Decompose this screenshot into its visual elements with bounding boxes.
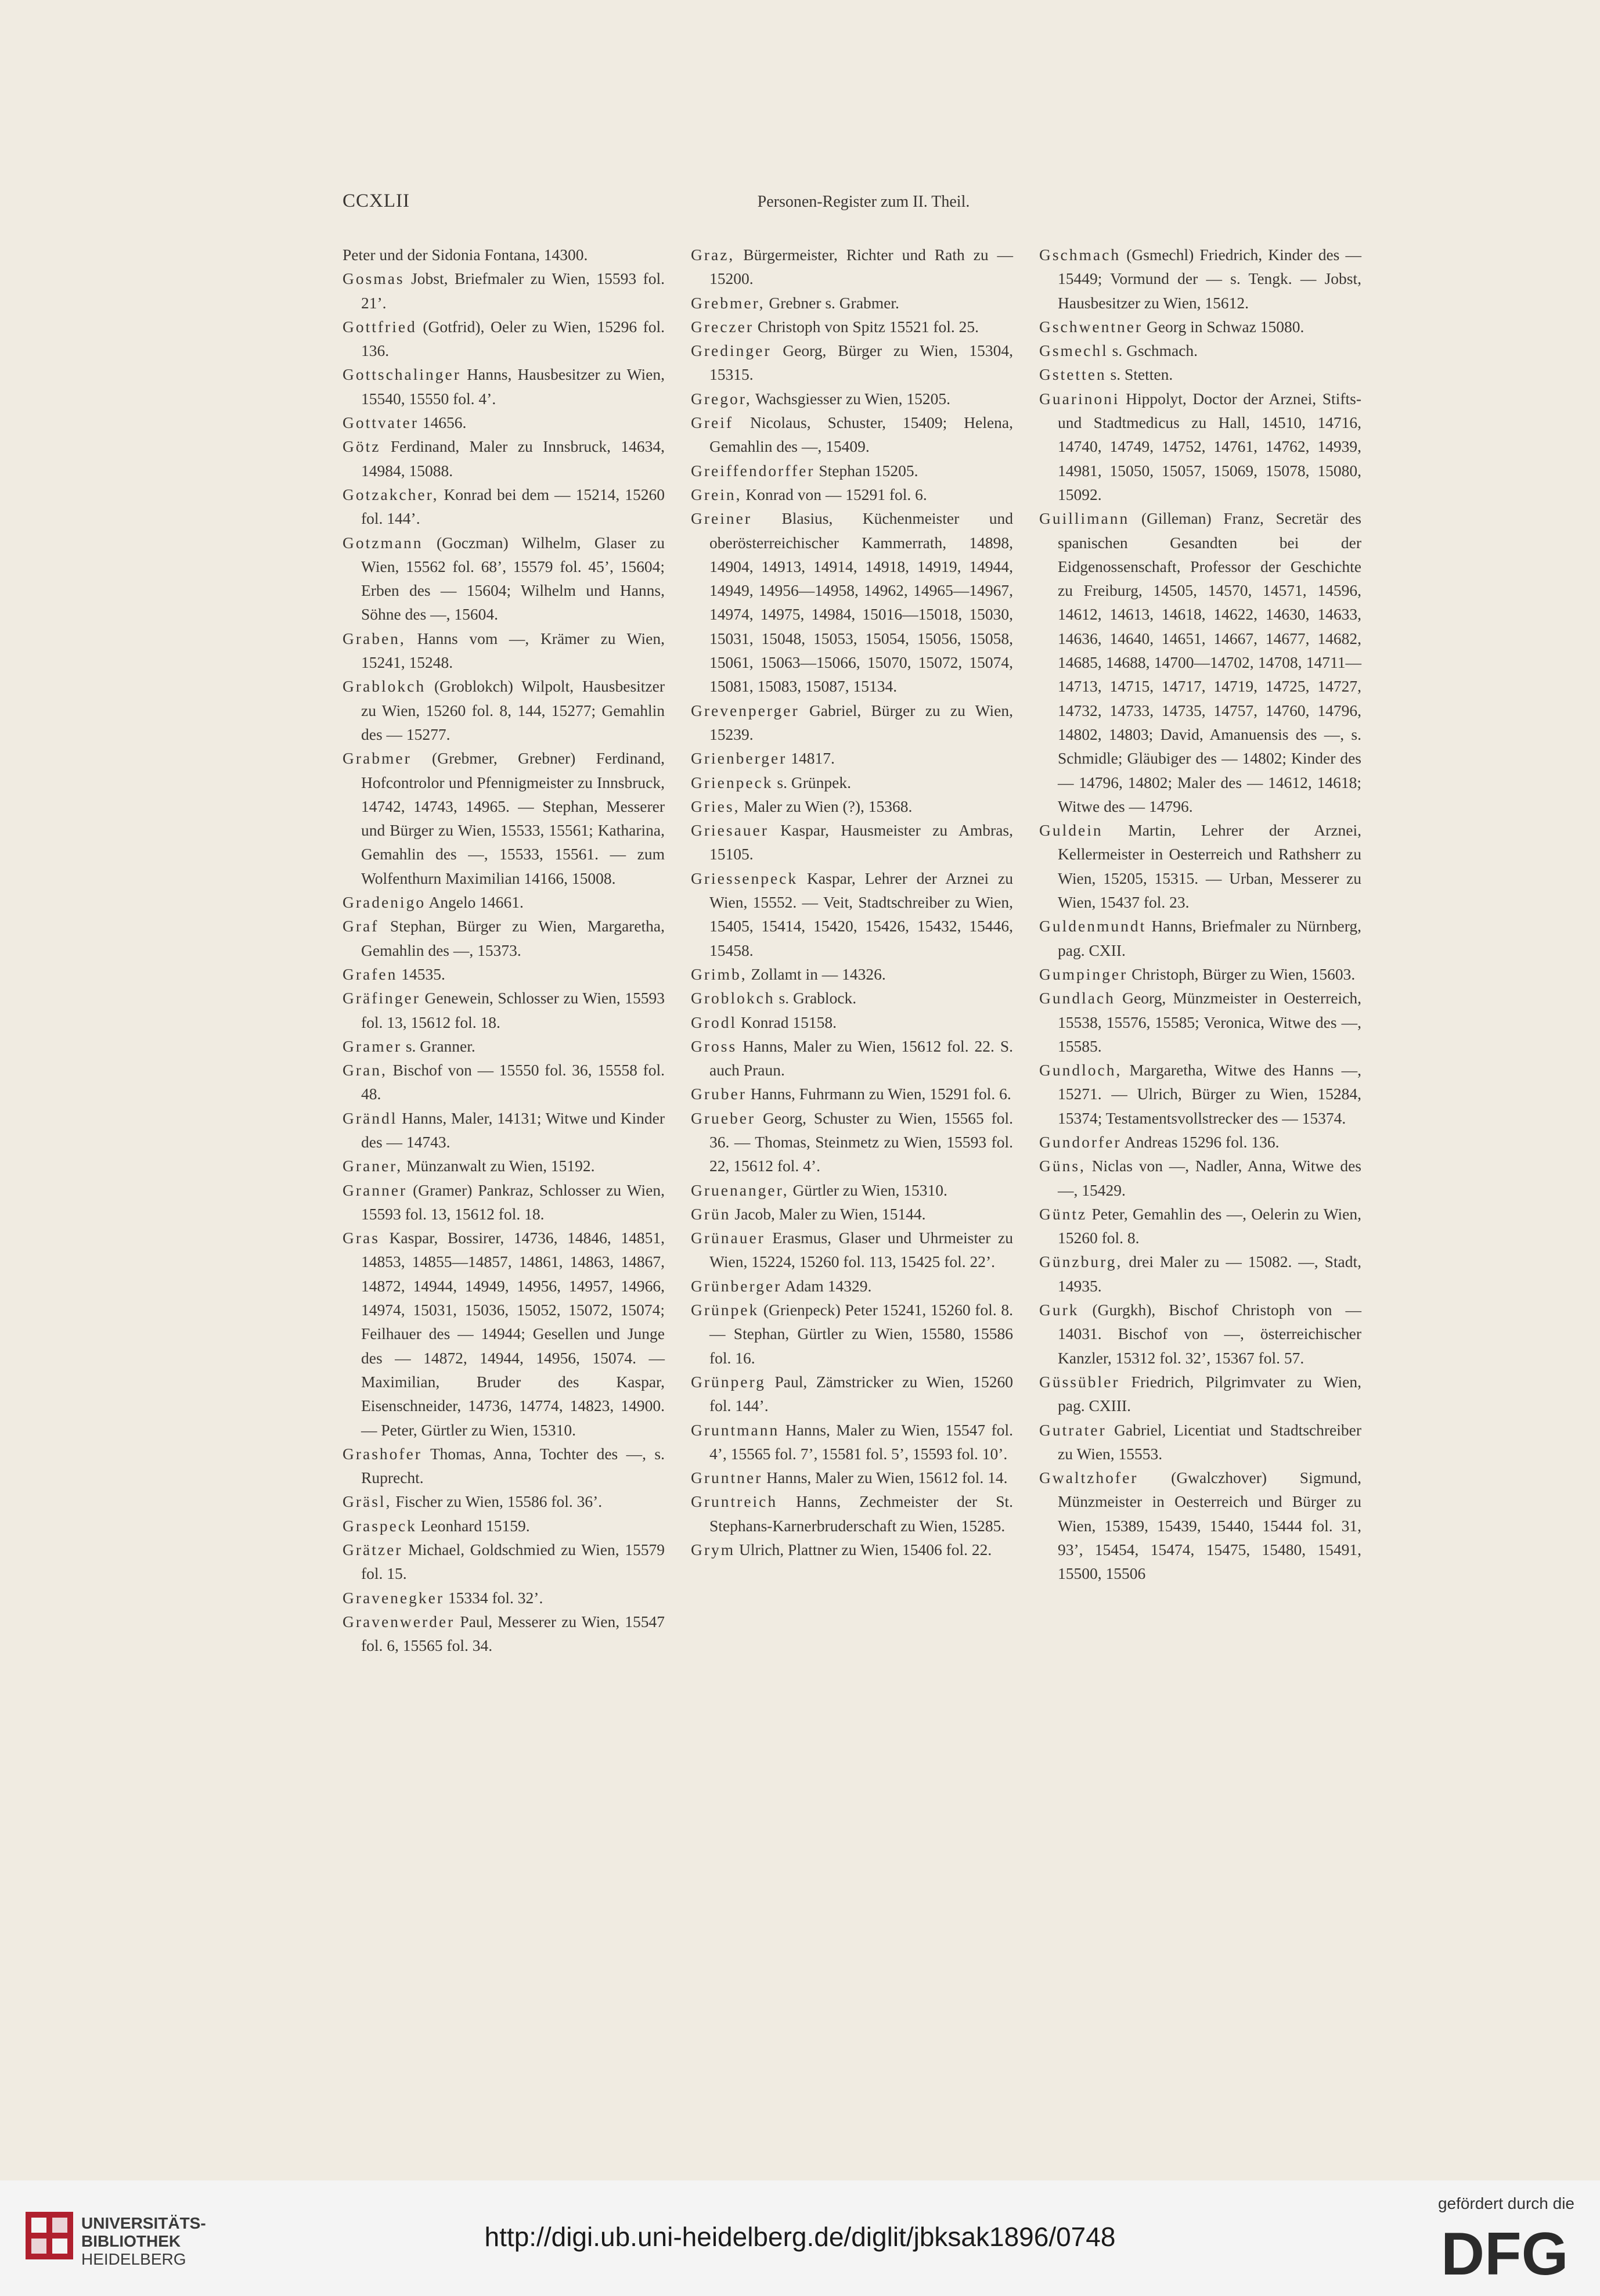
index-entry (1039, 1058, 1361, 1130)
entry-text: (Gramer) Pankraz, Schlosser zu Wien, 15593 fol. 13, 15612 fol. 18. (361, 1181, 665, 1223)
entry-headword: Granner (343, 1181, 408, 1199)
entry-headword: Gundorfer (1039, 1132, 1122, 1151)
entry-text: Stephan 15205. (815, 461, 918, 480)
entry-headword: Gregor, (691, 389, 752, 408)
index-entry (691, 387, 1013, 411)
index-columns (343, 243, 1385, 1764)
index-entry (343, 267, 665, 315)
entry-text: Kaspar, Hausmeister zu Ambras, 15105. (709, 821, 1013, 863)
index-entry (343, 1610, 665, 1658)
entry-headword: Gruntmann (691, 1420, 780, 1439)
entry-text: Hanns, Maler, 14131; Witwe und Kinder des — 14743. (361, 1109, 665, 1151)
entry-headword: Grimb, (691, 965, 747, 983)
entry-headword: Graner, (343, 1157, 403, 1175)
entry-text: Grebner s. Grabmer. (765, 293, 899, 312)
running-title: Personen-Register zum II. Theil. (757, 193, 970, 211)
index-entry (343, 1154, 665, 1178)
entry-headword: Grünpek (691, 1301, 759, 1319)
entry-text: Konrad bei dem — 15214, 15260 fol. 144’. (361, 485, 665, 528)
index-entry (691, 986, 1013, 1010)
index-entry (343, 483, 665, 531)
entry-text: Thomas, Anna, Tochter des —, s. Ruprecht. (361, 1444, 665, 1487)
entry-text: 14535. (397, 965, 445, 983)
funding-caption: gefördert durch die (1437, 2194, 1574, 2212)
entry-text: Wachsgiesser zu Wien, 15205. (751, 389, 951, 408)
entry-text: (Grebmer, Grebner) Ferdinand, Hofcontrolor und Pfennigmeister zu Innsbruck, 14742, 14743, 14965. — Stephan, Messerer und Bürger zu Wien, 15533, 15561; Katharina, Gemahlin des —, 15533, 15561. — zum Wolfenthurn Maximilian 14166, 15008. (361, 749, 665, 887)
entry-text: Kaspar, Bossirer, 14736, 14846, 14851, 14853, 14855—14857, 14861, 14863, 14867, 14872, 14944, 14949, 14956, 14957, 14966, 14974, 15031, 15036, 15052, 15072, 15074; Feilhauer des — 14944; Gesellen und Junge des — 14872, 14944, 14956, 15074. — Maximilian, Bruder des Kaspar, Eisenschneider, 14736, 14774, 14823, 14900. — Peter, Gürtler zu Wien, 15310. (361, 1229, 665, 1439)
index-entry (1039, 1154, 1361, 1202)
index-entry (343, 1058, 665, 1106)
index-entry (691, 962, 1013, 986)
entry-text: Hanns, Briefmaler zu Nürnberg, pag. CXII. (1058, 917, 1361, 959)
entry-text: s. Gschmach. (1108, 341, 1198, 360)
page-number: CCXLII (343, 190, 410, 211)
entry-headword: Grashofer (343, 1444, 422, 1463)
index-entry (691, 1370, 1013, 1418)
entry-text: s. Stetten. (1106, 365, 1173, 384)
index-entry (691, 1298, 1013, 1370)
entry-headword: Groblokch (691, 989, 775, 1007)
entry-headword: Grablokch (343, 677, 426, 696)
index-entry (343, 890, 665, 914)
entry-headword: Gotzakcher, (343, 485, 439, 503)
index-entry (343, 531, 665, 627)
entry-text: (Gotfrid), Oeler zu Wien, 15296 fol. 136. (361, 317, 665, 360)
entry-text: Bürgermeister, Richter und Rath zu — 15200. (709, 246, 1013, 288)
index-entry (691, 1489, 1013, 1538)
entry-text: Georg, Münzmeister in Oesterreich, 15538, 15576, 15585; Veronica, Witwe des —, 15585. (1058, 989, 1361, 1055)
entry-text: Margaretha, Witwe des Hanns —, 15271. — Ulrich, Bürger zu Wien, 15284, 15374; Testamentsvollstrecker des — 15374. (1058, 1061, 1361, 1127)
index-entry (691, 866, 1013, 962)
entry-text: s. Grablock. (774, 989, 857, 1007)
index-entry (691, 771, 1013, 794)
entry-text: Paul, Messerer zu Wien, 15547 fol. 6, 15565 fol. 34. (361, 1612, 665, 1655)
entry-text: Peter und der Sidonia Fontana, 14300. (343, 246, 588, 264)
index-entry (691, 1538, 1013, 1561)
entry-text: s. Grünpek. (773, 773, 851, 791)
entry-headword: Gottschalinger (343, 365, 461, 384)
index-entry (1039, 1298, 1361, 1370)
index-column-1 (343, 243, 665, 1658)
entry-text: s. Granner. (401, 1037, 475, 1055)
entry-headword: Grändl (343, 1109, 398, 1127)
index-entry (1039, 962, 1361, 986)
index-entry (691, 315, 1013, 339)
index-entry (1039, 315, 1361, 339)
entry-text: Niclas von —, Nadler, Anna, Witwe des —, 15429. (1058, 1157, 1361, 1199)
entry-text: Jacob, Maler zu Wien, 15144. (730, 1204, 926, 1223)
entry-text: Hanns, Maler zu Wien, 15547 fol. 4’, 15565 fol. 7’, 15581 fol. 5’, 15593 fol. 10’. (709, 1420, 1013, 1463)
entry-headword: Gutrater (1039, 1420, 1107, 1439)
index-entry (343, 627, 665, 675)
index-entry (1039, 362, 1361, 386)
index-entry (343, 1442, 665, 1490)
index-entry (343, 362, 665, 411)
index-entry (691, 1466, 1013, 1489)
index-entry (343, 962, 665, 986)
entry-headword: Gotzmann (343, 533, 423, 552)
entry-text: Christoph von Spitz 15521 fol. 25. (754, 317, 979, 336)
entry-headword: Greiner (691, 509, 752, 528)
index-entry (691, 506, 1013, 698)
entry-text: 14656. (418, 413, 467, 432)
entry-headword: Güntz (1039, 1204, 1087, 1223)
index-entry (343, 674, 665, 746)
entry-headword: Gschmach (1039, 246, 1121, 264)
entry-headword: Guldenmundt (1039, 917, 1147, 935)
index-entry (343, 986, 665, 1034)
entry-text: Konrad von — 15291 fol. 6. (741, 485, 927, 503)
entry-headword: Gundlach (1039, 989, 1115, 1007)
library-name-line-2: BIBLIOTHEK (81, 2232, 181, 2250)
entry-text: (Grienpeck) Peter 15241, 15260 fol. 8. — Stephan, Gürtler zu Wien, 15580, 15586 fol. 16. (709, 1301, 1013, 1367)
entry-text: Hanns, Fuhrmann zu Wien, 15291 fol. 6. (746, 1085, 1011, 1103)
entry-text: Leonhard 15159. (416, 1516, 530, 1535)
entry-text: Georg in Schwaz 15080. (1143, 317, 1304, 336)
entry-text: Georg, Schuster zu Wien, 15565 fol. 36. — Thomas, Steinmetz zu Wien, 15593 fol. 22, 15612 fol. 4’. (709, 1109, 1013, 1175)
entry-headword: Griesauer (691, 821, 769, 840)
entry-headword: Greif (691, 413, 734, 432)
entry-headword: Guarinoni (1039, 389, 1120, 408)
entry-text: Gabriel, Bürger zu zu Wien, 15239. (709, 701, 1013, 743)
index-entry (691, 1178, 1013, 1202)
entry-text: (Groblokch) Wilpolt, Hausbesitzer zu Wien, 15260 fol. 8, 144, 15277; Gemahlin des — 15277. (361, 677, 665, 743)
entry-text: Ferdinand, Maler zu Innsbruck, 14634, 14984, 15088. (361, 437, 665, 480)
entry-text: Christoph, Bürger zu Wien, 15603. (1127, 965, 1356, 983)
index-entry (343, 411, 665, 434)
entry-headword: Grünberger (691, 1276, 782, 1295)
entry-headword: Graf (343, 917, 379, 935)
entry-headword: Grym (691, 1541, 736, 1559)
index-entry (691, 746, 1013, 770)
entry-text: Jobst, Briefmaler zu Wien, 15593 fol. 21’. (361, 269, 665, 312)
index-column-3 (1039, 243, 1361, 1586)
index-entry (1039, 243, 1361, 315)
entry-headword: Gredinger (691, 341, 772, 360)
entry-text: Ulrich, Plattner zu Wien, 15406 fol. 22. (735, 1541, 992, 1559)
index-entry (1039, 1466, 1361, 1585)
entry-headword: Griessenpeck (691, 869, 798, 887)
entry-headword: Güns, (1039, 1157, 1086, 1175)
index-entry (1039, 1130, 1361, 1154)
index-entry (343, 1178, 665, 1226)
library-name-line-3: HEIDELBERG (81, 2250, 186, 2268)
entry-text: Friedrich, Pilgrimvater zu Wien, pag. CXIII. (1058, 1372, 1361, 1415)
entry-headword: Götz (343, 437, 381, 456)
entry-headword: Grün (691, 1204, 731, 1223)
entry-text: Fischer zu Wien, 15586 fol. 36’. (391, 1492, 603, 1511)
index-entry (691, 483, 1013, 506)
index-entry (343, 1586, 665, 1610)
entry-headword: Greiffendorffer (691, 461, 815, 480)
index-entry (691, 1418, 1013, 1466)
entry-headword: Günzburg, (1039, 1253, 1123, 1271)
entry-headword: Gradenigo (343, 893, 426, 912)
entry-headword: Gosmas (343, 269, 405, 288)
entry-text: Hippolyt, Doctor der Arznei, Stifts- und Stadtmedicus zu Hall, 14510, 14716, 14740, 14749, 14752, 14761, 14762, 14939, 14981, 15050, 15057, 15069, 15078, 15080, 15092. (1058, 389, 1361, 503)
entry-text: (Gwalczhover) Sigmund, Münzmeister in Oesterreich und Bürger zu Wien, 15389, 15439, 15440, 15444 fol. 31, 93’, 15454, 15474, 15475, 15480, 15491, 15500, 15506 (1058, 1469, 1361, 1583)
index-entry (1039, 1202, 1361, 1250)
entry-text: Zollamt in — 14326. (747, 965, 886, 983)
entry-headword: Gries, (691, 797, 740, 815)
entry-headword: Graz, (691, 246, 735, 264)
entry-headword: Gross (691, 1037, 737, 1055)
index-entry (691, 699, 1013, 747)
entry-headword: Gundloch, (1039, 1061, 1122, 1079)
index-entry (1039, 986, 1361, 1058)
index-entry (1039, 339, 1361, 362)
index-entry (691, 1082, 1013, 1106)
entry-text: Hanns, Maler zu Wien, 15612 fol. 14. (762, 1469, 1008, 1487)
entry-text: Paul, Zämstricker zu Wien, 15260 fol. 144’. (709, 1372, 1013, 1415)
library-name-line-1: UNIVERSITÄTS- (81, 2214, 206, 2232)
entry-text: 14817. (787, 749, 835, 768)
entry-text: Hanns, Zechmeister der St. Stephans-Karnerbruderschaft zu Wien, 15285. (709, 1492, 1013, 1535)
index-entry (343, 315, 665, 363)
entry-headword: Grienberger (691, 749, 787, 768)
entry-text: Hanns, Maler zu Wien, 15612 fol. 22. S. auch Praun. (709, 1037, 1013, 1079)
entry-text: drei Maler zu — 15082. —, Stadt, 14935. (1058, 1253, 1361, 1295)
entry-headword: Gramer (343, 1037, 402, 1055)
entry-text: Hanns, Hausbesitzer zu Wien, 15540, 15550 fol. 4’. (361, 365, 665, 408)
entry-headword: Gumpinger (1039, 965, 1128, 983)
index-entry (691, 243, 1013, 291)
entry-text: Genewein, Schlosser zu Wien, 15593 fol. 13, 15612 fol. 18. (361, 989, 665, 1031)
dfg-logo-icon (1441, 2225, 1574, 2280)
index-entry (343, 1106, 665, 1154)
entry-headword: Grueber (691, 1109, 756, 1127)
index-entry (691, 794, 1013, 818)
index-entry (691, 291, 1013, 315)
entry-headword: Graspeck (343, 1516, 417, 1535)
entry-text: Hanns vom —, Krämer zu Wien, 15241, 15248. (361, 629, 665, 672)
entry-headword: Gras (343, 1229, 380, 1247)
entry-text: (Goczman) Wilhelm, Glaser zu Wien, 15562 fol. 68’, 15579 fol. 45’, 15604; Erben des — 15604; Wilhelm und Hanns, Söhne des —, 15604. (361, 533, 665, 624)
entry-text: (Gsmechl) Friedrich, Kinder des — 15449; Vormund der — s. Tengk. — Jobst, Hausbesitzer zu Wien, 15612. (1058, 246, 1361, 312)
entry-headword: Gstetten (1039, 365, 1107, 384)
page-header (343, 190, 1385, 225)
index-entry (343, 1514, 665, 1538)
entry-headword: Gottvater (343, 413, 419, 432)
entry-headword: Grafen (343, 965, 398, 983)
entry-text: Stephan, Bürger zu Wien, Margaretha, Gemahlin des —, 15373. (361, 917, 665, 959)
index-entry (1039, 818, 1361, 914)
index-entry (691, 339, 1013, 387)
index-entry (343, 243, 665, 267)
entry-text: Nicolaus, Schuster, 15409; Helena, Gemahlin des —, 15409. (709, 413, 1013, 456)
entry-headword: Grätzer (343, 1541, 403, 1559)
index-entry (1039, 387, 1361, 506)
entry-text: Adam 14329. (781, 1276, 872, 1295)
entry-headword: Gräfinger (343, 989, 420, 1007)
index-entry (691, 1226, 1013, 1274)
footer-bar (0, 2180, 1600, 2296)
entry-text: Kaspar, Lehrer der Arznei zu Wien, 15552. — Veit, Stadtschreiber zu Wien, 15405, 15414, 15420, 15426, 15432, 15446, 15458. (709, 869, 1013, 959)
permalink-url[interactable]: http://digi.ub.uni-heidelberg.de/diglit/jbksak1896/0748 (484, 2222, 1116, 2252)
entry-headword: Graben, (343, 629, 406, 647)
entry-headword: Grünperg (691, 1372, 766, 1391)
entry-headword: Güssübler (1039, 1372, 1120, 1391)
entry-headword: Gwaltzhofer (1039, 1469, 1138, 1487)
entry-headword: Gravenegker (343, 1588, 444, 1607)
index-entry (343, 1538, 665, 1586)
entry-headword: Grienpeck (691, 773, 773, 791)
entry-headword: Gruber (691, 1085, 747, 1103)
index-entry (691, 459, 1013, 483)
entry-text: Gürtler zu Wien, 15310. (788, 1181, 947, 1199)
entry-headword: Gurk (1039, 1301, 1079, 1319)
index-entry (691, 1034, 1013, 1082)
entry-headword: Grevenperger (691, 701, 799, 719)
entry-headword: Gschwentner (1039, 317, 1143, 336)
entry-text: 15334 fol. 32’. (444, 1588, 543, 1607)
entry-text: Erasmus, Glaser und Uhrmeister zu Wien, 15224, 15260 fol. 113, 15425 fol. 22’. (709, 1229, 1013, 1271)
entry-text: Andreas 15296 fol. 136. (1121, 1132, 1280, 1151)
index-entry (1039, 1370, 1361, 1418)
index-entry (343, 1226, 665, 1442)
index-entry (1039, 1418, 1361, 1466)
index-column-2 (691, 243, 1013, 1561)
entry-text: Münzanwalt zu Wien, 15192. (402, 1157, 595, 1175)
entry-headword: Grünauer (691, 1229, 765, 1247)
entry-text: (Gilleman) Franz, Secretär des spanischen Gesandten bei der Eidgenossenschaft, Professor der Geschichte zu Freiburg, 14505, 14570, 14571, 14596, 14612, 14613, 14618, 14622, 14630, 14633, 14636, 14640, 14651, 14667, 14677, 14682, 14685, 14688, 14700—14702, 14708, 14711—14713, 14715, 14717, 14719, 14725, 14727, 14732, 14733, 14735, 14757, 14760, 14796, 14802, 14803; David, Amanuensis des —, s. Schmidle; Gläubiger des — 14802; Kinder des — 14796, 14802; Maler des — 14612, 14618; Witwe des — 14796. (1058, 509, 1361, 815)
index-entry (691, 1106, 1013, 1178)
index-entry (343, 1034, 665, 1058)
index-entry (343, 434, 665, 483)
entry-text: Bischof von — 15550 fol. 36, 15558 fol. 48. (361, 1061, 665, 1103)
index-entry (1039, 914, 1361, 962)
entry-headword: Gruntreich (691, 1492, 778, 1511)
entry-headword: Gruntner (691, 1469, 763, 1487)
index-entry (343, 746, 665, 890)
index-entry (691, 818, 1013, 866)
entry-headword: Gravenwerder (343, 1612, 455, 1631)
index-entry (1039, 1250, 1361, 1298)
entry-headword: Grein, (691, 485, 742, 503)
index-entry (691, 1010, 1013, 1034)
entry-text: Martin, Lehrer der Arznei, Kellermeister in Oesterreich und Rathsherr zu Wien, 15205, 15315. — Urban, Messerer zu Wien, 15437 fol. 23. (1058, 821, 1361, 912)
entry-headword: Gottfried (343, 317, 417, 336)
entry-headword: Gruenanger, (691, 1181, 789, 1199)
dfg-funding[interactable] (1406, 2194, 1574, 2287)
entry-headword: Guillimann (1039, 509, 1130, 528)
index-entry (691, 1274, 1013, 1298)
entry-headword: Gräsl, (343, 1492, 392, 1511)
entry-text: Michael, Goldschmied zu Wien, 15579 fol. 15. (361, 1541, 665, 1583)
index-entry (343, 914, 665, 962)
entry-text: Maler zu Wien (?), 15368. (740, 797, 913, 815)
index-entry (691, 1202, 1013, 1226)
entry-text: Konrad 15158. (737, 1013, 837, 1031)
entry-text: Blasius, Küchenmeister und oberösterreichischer Kammerrath, 14898, 14904, 14913, 14914, 14918, 14919, 14944, 14949, 14956—14958, 14962, 14965—14967, 14974, 14975, 14984, 15016—15018, 15030, 15031, 15048, 15053, 15054, 15056, 15058, 15061, 15063—15066, 15070, 15072, 15074, 15081, 15083, 15087, 15134. (709, 509, 1013, 696)
entry-headword: Grebmer, (691, 293, 765, 312)
entry-text: Peter, Gemahlin des —, Oelerin zu Wien, 15260 fol. 8. (1058, 1204, 1361, 1247)
entry-headword: Gran, (343, 1061, 387, 1079)
svg-text:DFG: DFG (1441, 2225, 1569, 2280)
index-entry (1039, 506, 1361, 818)
index-entry (691, 411, 1013, 459)
index-entry (343, 1489, 665, 1513)
entry-text: Gabriel, Licentiat und Stadtschreiber zu Wien, 15553. (1058, 1420, 1361, 1463)
entry-headword: Greczer (691, 317, 754, 336)
entry-text: Angelo 14661. (426, 893, 524, 912)
entry-headword: Grabmer (343, 749, 412, 768)
entry-headword: Guldein (1039, 821, 1103, 840)
entry-text: (Gurgkh), Bischof Christoph von — 14031. Bischof von —, österreichischer Kanzler, 15312 fol. 32’, 15367 fol. 57. (1058, 1301, 1361, 1367)
entry-headword: Grodl (691, 1013, 737, 1031)
entry-text: Georg, Bürger zu Wien, 15304, 15315. (709, 341, 1013, 384)
entry-headword: Gsmechl (1039, 341, 1108, 360)
